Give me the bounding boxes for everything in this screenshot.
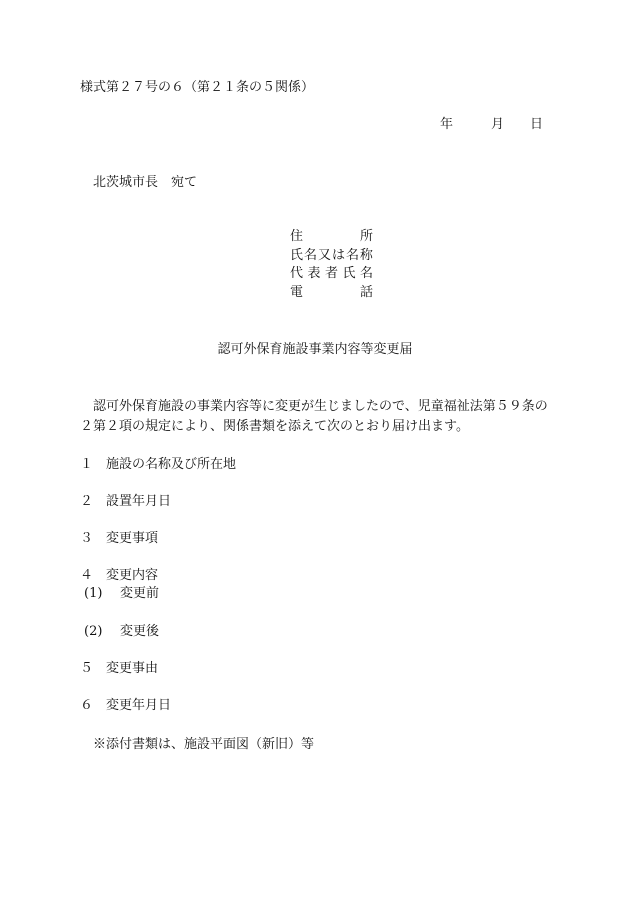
sub-item: (2) 変更後	[84, 624, 160, 639]
addressee: 北茨城市長 宛て	[93, 175, 198, 190]
sub-item: (1) 変更前	[84, 586, 160, 601]
document-title: 認可外保育施設事業内容等変更届	[217, 342, 413, 357]
date-year: 年	[440, 117, 454, 132]
date-month: 月	[491, 117, 505, 132]
applicant-address-label: 住 所	[290, 229, 373, 244]
date-line	[440, 118, 543, 131]
date-day: 日	[530, 117, 544, 132]
list-item: ４ 変更内容	[80, 568, 159, 583]
list-item: ５ 変更事由	[80, 661, 159, 676]
form-number: 様式第２７号の６（第２１条の５関係）	[80, 80, 315, 95]
list-item: １ 施設の名称及び所在地	[80, 457, 237, 472]
list-item: ２ 設置年月日	[80, 494, 172, 509]
applicant-name-label: 氏 名 又 は 名 称	[290, 248, 373, 263]
body-text: 認可外保育施設の事業内容等に変更が生じましたので、児童福祉法第５９条の２第２項の規定により、関係書類を添えて次のとおり届け出ます。	[80, 399, 548, 434]
list-item: ６ 変更年月日	[80, 698, 172, 713]
attachment-note: ※添付書類は、施設平面図（新旧）等	[93, 737, 315, 752]
applicant-phone-label: 電 話	[290, 285, 373, 300]
applicant-representative-label: 代 表 者 氏 名	[290, 266, 373, 281]
list-item: ３ 変更事項	[80, 531, 159, 546]
